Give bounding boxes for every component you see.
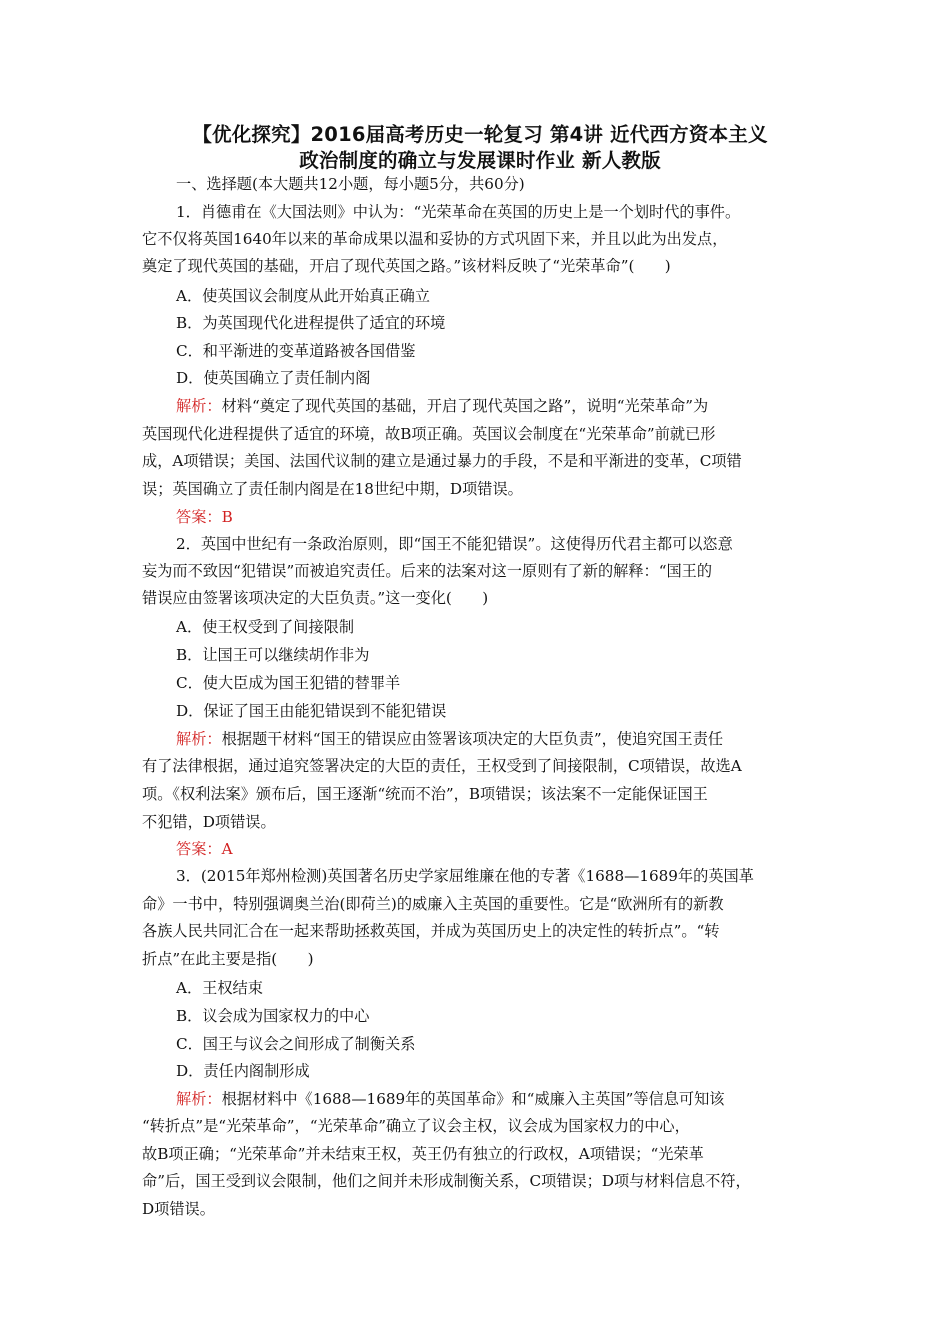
q1-analysis-line: 成，A项错误；美国、法国代议制的建立是通过暴力的手段，不是和平渐进的变革，C项错 — [142, 452, 742, 470]
q1-stem-line: 它不仅将英国1640年以来的革命成果以温和妥协的方式巩固下来，并且以此为出发点， — [142, 230, 728, 248]
q2-analysis-line: 有了法律根据，通过追究签署决定的大臣的责任，王权受到了间接限制，C项错误，故选A — [142, 757, 742, 775]
analysis-text: 根据材料中《1688—1689年的英国革命》和“威廉入主英国”等信息可知该 — [221, 1090, 725, 1108]
q3-stem-line: 各族人民共同汇合在一起来帮助拯救英国，并成为英国历史上的决定性的转折点”。“转 — [142, 922, 720, 940]
q3-stem-line: 折点”在此主要是指( ) — [142, 950, 314, 968]
analysis-label: 解析： — [176, 1090, 222, 1108]
q3-option-c: C．国王与议会之间形成了制衡关系 — [176, 1035, 416, 1053]
q3-analysis-line: 命”后，国王受到议会限制，他们之间并未形成制衡关系，C项错误；D项与材料信息不符， — [142, 1172, 751, 1190]
q3-analysis-line: 故B项正确；“光荣革命”并未结束王权，英王仍有独立的行政权，A项错误；“光荣革 — [142, 1145, 704, 1163]
q1-option-d: D．使英国确立了责任制内阁 — [176, 369, 371, 387]
document-title-line2: 政治制度的确立与发展课时作业 新人教版 — [299, 149, 661, 172]
analysis-text: 根据题干材料“国王的错误应由签署该项决定的大臣负责”，使追究国王责任 — [221, 730, 724, 748]
q1-option-c: C．和平渐进的变革道路被各国借鉴 — [176, 342, 416, 360]
q1-analysis-line: 英国现代化进程提供了适宜的环境，故B项正确。英国议会制度在“光荣革命”前就已形 — [142, 425, 716, 443]
q3-stem-line: 命》一书中，特别强调奥兰治(即荷兰)的威廉入主英国的重要性。它是“欧洲所有的新教 — [142, 895, 724, 913]
q3-option-b: B．议会成为国家权力的中心 — [176, 1007, 370, 1025]
q2-analysis-line: 不犯错，D项错误。 — [142, 813, 276, 831]
q2-option-a: A．使王权受到了间接限制 — [176, 618, 355, 636]
section-heading: 一、选择题(本大题共12小题，每小题5分，共60分) — [176, 175, 525, 193]
q1-analysis-line: 误；英国确立了责任制内阁是在18世纪中期，D项错误。 — [142, 480, 523, 498]
q2-analysis-line — [176, 729, 723, 749]
q3-analysis-line — [176, 1089, 724, 1109]
q1-stem-line: 奠定了现代英国的基础，开启了现代英国之路。”该材料反映了“光荣革命”( ) — [142, 257, 671, 275]
q2-stem-line: 错误应由签署该项决定的大臣负责。”这一变化( ) — [142, 589, 489, 607]
q2-stem-line: 妄为而不致因“犯错误”而被追究责任。后来的法案对这一原则有了新的解释：“国王的 — [142, 562, 713, 580]
q3-stem-line: 3．(2015年郑州检测)英国著名历史学家屈维廉在他的专著《1688—1689年的英国革 — [176, 867, 754, 885]
q2-answer: 答案：A — [176, 840, 233, 858]
analysis-label: 解析： — [176, 730, 222, 748]
q3-analysis-line: D项错误。 — [142, 1200, 215, 1218]
q3-option-a: A．王权结束 — [176, 979, 263, 997]
q1-option-a: A．使英国议会制度从此开始真正确立 — [176, 287, 430, 305]
q2-analysis-line: 项。《权利法案》颁布后，国王逐渐“统而不治”，B项错误；该法案不一定能保证国王 — [142, 785, 708, 803]
q3-option-d: D．责任内阁制形成 — [176, 1062, 310, 1080]
q1-answer: 答案：B — [176, 508, 233, 526]
document-title-line1: 【优化探究】2016届高考历史一轮复习 第4讲 近代西方资本主义 — [192, 123, 768, 146]
q2-stem-line: 2．英国中世纪有一条政治原则，即“国王不能犯错误”。这使得历代君主都可以恣意 — [176, 535, 733, 553]
analysis-label: 解析： — [176, 397, 222, 415]
analysis-text: 材料“奠定了现代英国的基础，开启了现代英国之路”，说明“光荣革命”为 — [221, 397, 709, 415]
q1-stem-line: 1．肖德甫在《大国法则》中认为：“光荣革命在英国的历史上是一个划时代的事件。 — [176, 203, 741, 221]
q1-option-b: B．为英国现代化进程提供了适宜的环境 — [176, 314, 446, 332]
q2-option-c: C．使大臣成为国王犯错的替罪羊 — [176, 674, 401, 692]
q3-analysis-line: “转折点”是“光荣革命”，“光荣革命”确立了议会主权，议会成为国家权力的中心， — [142, 1117, 690, 1135]
q1-analysis-line — [176, 396, 708, 416]
q2-option-d: D．保证了国王由能犯错误到不能犯错误 — [176, 702, 447, 720]
q2-option-b: B．让国王可以继续胡作非为 — [176, 646, 370, 664]
